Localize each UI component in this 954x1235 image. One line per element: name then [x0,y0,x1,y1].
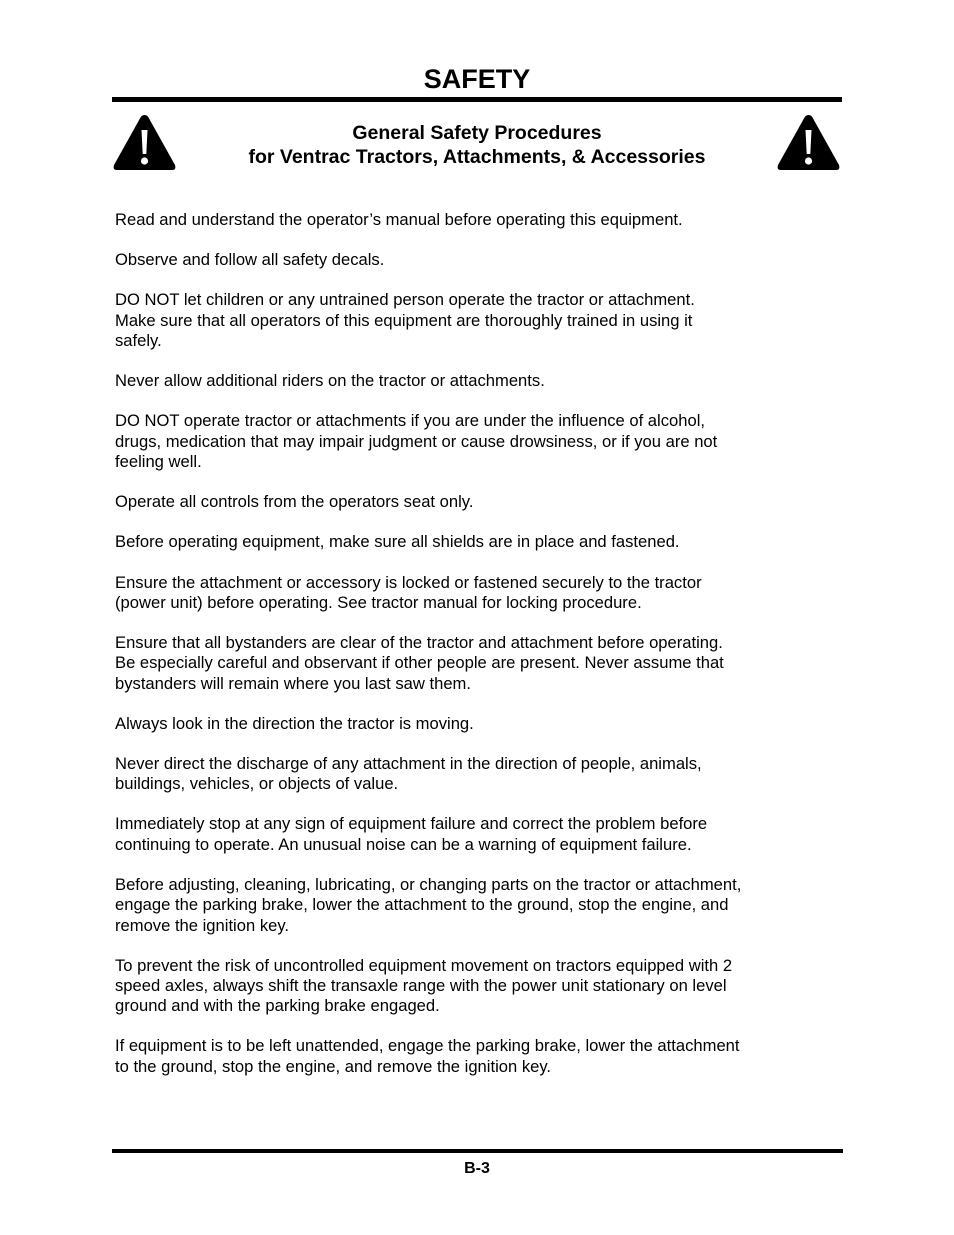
safety-paragraph: Operate all controls from the operators seat only. [115,492,474,512]
safety-paragraph: DO NOT let children or any untrained person operate the tractor or attachment. Make sure that all operators of this equipment are thoroughly trained in using it safely. [115,290,695,350]
safety-paragraph: If equipment is to be left unattended, engage the parking brake, lower the attachment to the ground, stop the engine, and remove the ignition key. [115,1036,740,1076]
safety-paragraph: DO NOT operate tractor or attachments if you are under the influence of alcohol, drugs, medication that may impair judgment or cause drowsiness, or if you are not feeling well. [115,411,718,471]
header-divider [112,97,842,102]
safety-paragraph: Always look in the direction the tractor is moving. [115,713,474,733]
page-title: SAFETY [423,64,531,94]
section-heading [150,121,804,169]
safety-paragraph: Before operating equipment, make sure all shields are in place and fastened. [115,532,680,552]
safety-paragraph: Read and understand the operator’s manual before operating this equipment. [115,210,683,229]
safety-paragraph: Immediately stop at any sign of equipment failure and correct the problem before continuing to operate. An unusual noise can be a warning of equipment failure. [115,814,708,854]
warning-triangle-icon [775,113,842,172]
page-number: B-3 [464,1160,490,1177]
safety-paragraph: Observe and follow all safety decals. [115,250,385,270]
safety-paragraph: Never allow additional riders on the tractor or attachments. [115,371,545,391]
safety-paragraph: Before adjusting, cleaning, lubricating, or changing parts on the tractor or attachment, engage the parking brake, lower the attachment to the ground, stop the engine, and remove the ignition key. [115,874,742,935]
section-heading-line-1: General Safety Procedures [352,122,602,144]
safety-procedures-list [115,210,830,1097]
footer-divider [112,1149,843,1153]
safety-paragraph: Never direct the discharge of any attachment in the direction of people, animals, buildings, vehicles, or objects of value. [115,753,702,794]
safety-paragraph: Ensure the attachment or accessory is locked or fastened securely to the tractor (power unit) before operating. See tractor manual for locking procedure. [115,572,702,612]
section-heading-line-2: for Ventrac Tractors, Attachments, & Accessories [248,146,706,168]
safety-paragraph: To prevent the risk of uncontrolled equipment movement on tractors equipped with 2 speed axles, always shift the transaxle range with the power unit stationary on level ground and with the parking brake engaged. [115,955,733,1016]
safety-paragraph: Ensure that all bystanders are clear of the tractor and attachment before operating. Be especially careful and observant if other people are present. Never assume that bystanders will remain where you last saw them. [115,632,724,693]
